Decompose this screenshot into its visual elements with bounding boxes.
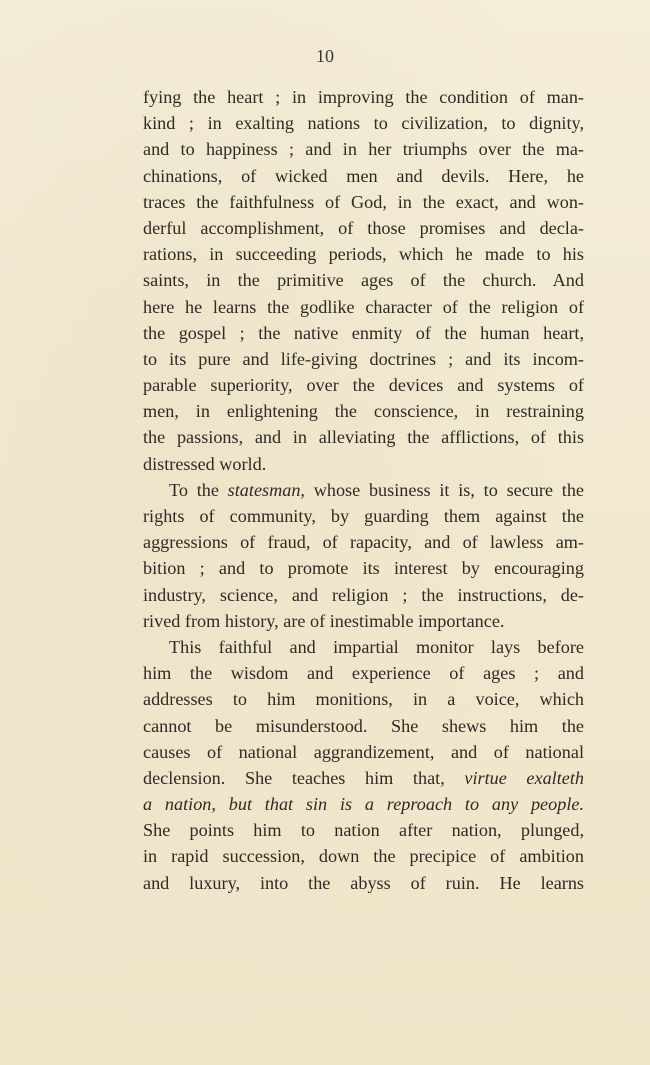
- text-line: the passions, and in alleviating the afflictions, of this: [143, 427, 584, 448]
- italic-text: statesman,: [227, 479, 305, 500]
- text-line: chinations, of wicked men and devils. Here, he: [143, 165, 584, 186]
- text-segment: declension. She teaches him that,: [143, 767, 465, 788]
- text-line: causes of national aggrandizement, and of national: [143, 741, 584, 762]
- italic-text: but that sin is a reproach to any people.: [228, 794, 584, 815]
- text-line: [143, 791, 584, 817]
- text-segment: To the: [169, 479, 228, 500]
- text-line: parable superiority, over the devices and systems of: [143, 375, 584, 396]
- page-number: 10: [316, 46, 334, 66]
- text-line: the gospel ; the native enmity of the human heart,: [143, 322, 584, 343]
- text-line: [143, 477, 584, 503]
- text-line: bition ; and to promote its interest by encouraging: [143, 558, 584, 579]
- italic-text: a nation,: [143, 794, 229, 815]
- text-line: [143, 765, 584, 791]
- italic-text: virtue exalteth: [464, 767, 584, 788]
- text-line: kind ; in exalting nations to civilization, to dignity,: [143, 113, 584, 134]
- text-line: derful accomplishment, of those promises and decla-: [143, 217, 584, 238]
- text-line: distressed world.: [143, 453, 267, 474]
- text-line: She points him to nation after nation, plunged,: [143, 820, 584, 841]
- text-line: and luxury, into the abyss of ruin. He learns: [143, 872, 584, 893]
- text-line: This faithful and impartial monitor lays before: [169, 636, 584, 657]
- text-line: saints, in the primitive ages of the church. And: [143, 270, 584, 291]
- text-line: aggressions of fraud, of rapacity, and of lawless am-: [143, 532, 584, 553]
- text-line: and to happiness ; and in her triumphs over the ma-: [143, 139, 584, 160]
- text-line: addresses to him monitions, in a voice, which: [143, 689, 584, 710]
- text-line: to its pure and life-giving doctrines ; and its incom-: [143, 348, 584, 369]
- text-line: rights of community, by guarding them against the: [143, 506, 584, 526]
- text-line: fying the heart ; in improving the condition of man-: [143, 87, 584, 107]
- text-line: men, in enlightening the conscience, in restraining: [143, 401, 584, 422]
- text-line: rations, in succeeding periods, which he made to his: [143, 244, 584, 265]
- text-segment: whose business it is, to secure the: [304, 479, 584, 500]
- text-line: rived from history, are of inestimable importance.: [143, 610, 505, 631]
- text-line: in rapid succession, down the precipice of ambition: [143, 846, 584, 867]
- text-line: cannot be misunderstood. She shews him the: [143, 715, 584, 736]
- text-line: him the wisdom and experience of ages ; and: [143, 663, 584, 684]
- text-line: traces the faithfulness of God, in the exact, and won-: [143, 191, 584, 212]
- text-line: here he learns the godlike character of the religion of: [143, 296, 584, 317]
- body-text: [143, 84, 584, 896]
- text-line: industry, science, and religion ; the instructions, de-: [143, 584, 584, 605]
